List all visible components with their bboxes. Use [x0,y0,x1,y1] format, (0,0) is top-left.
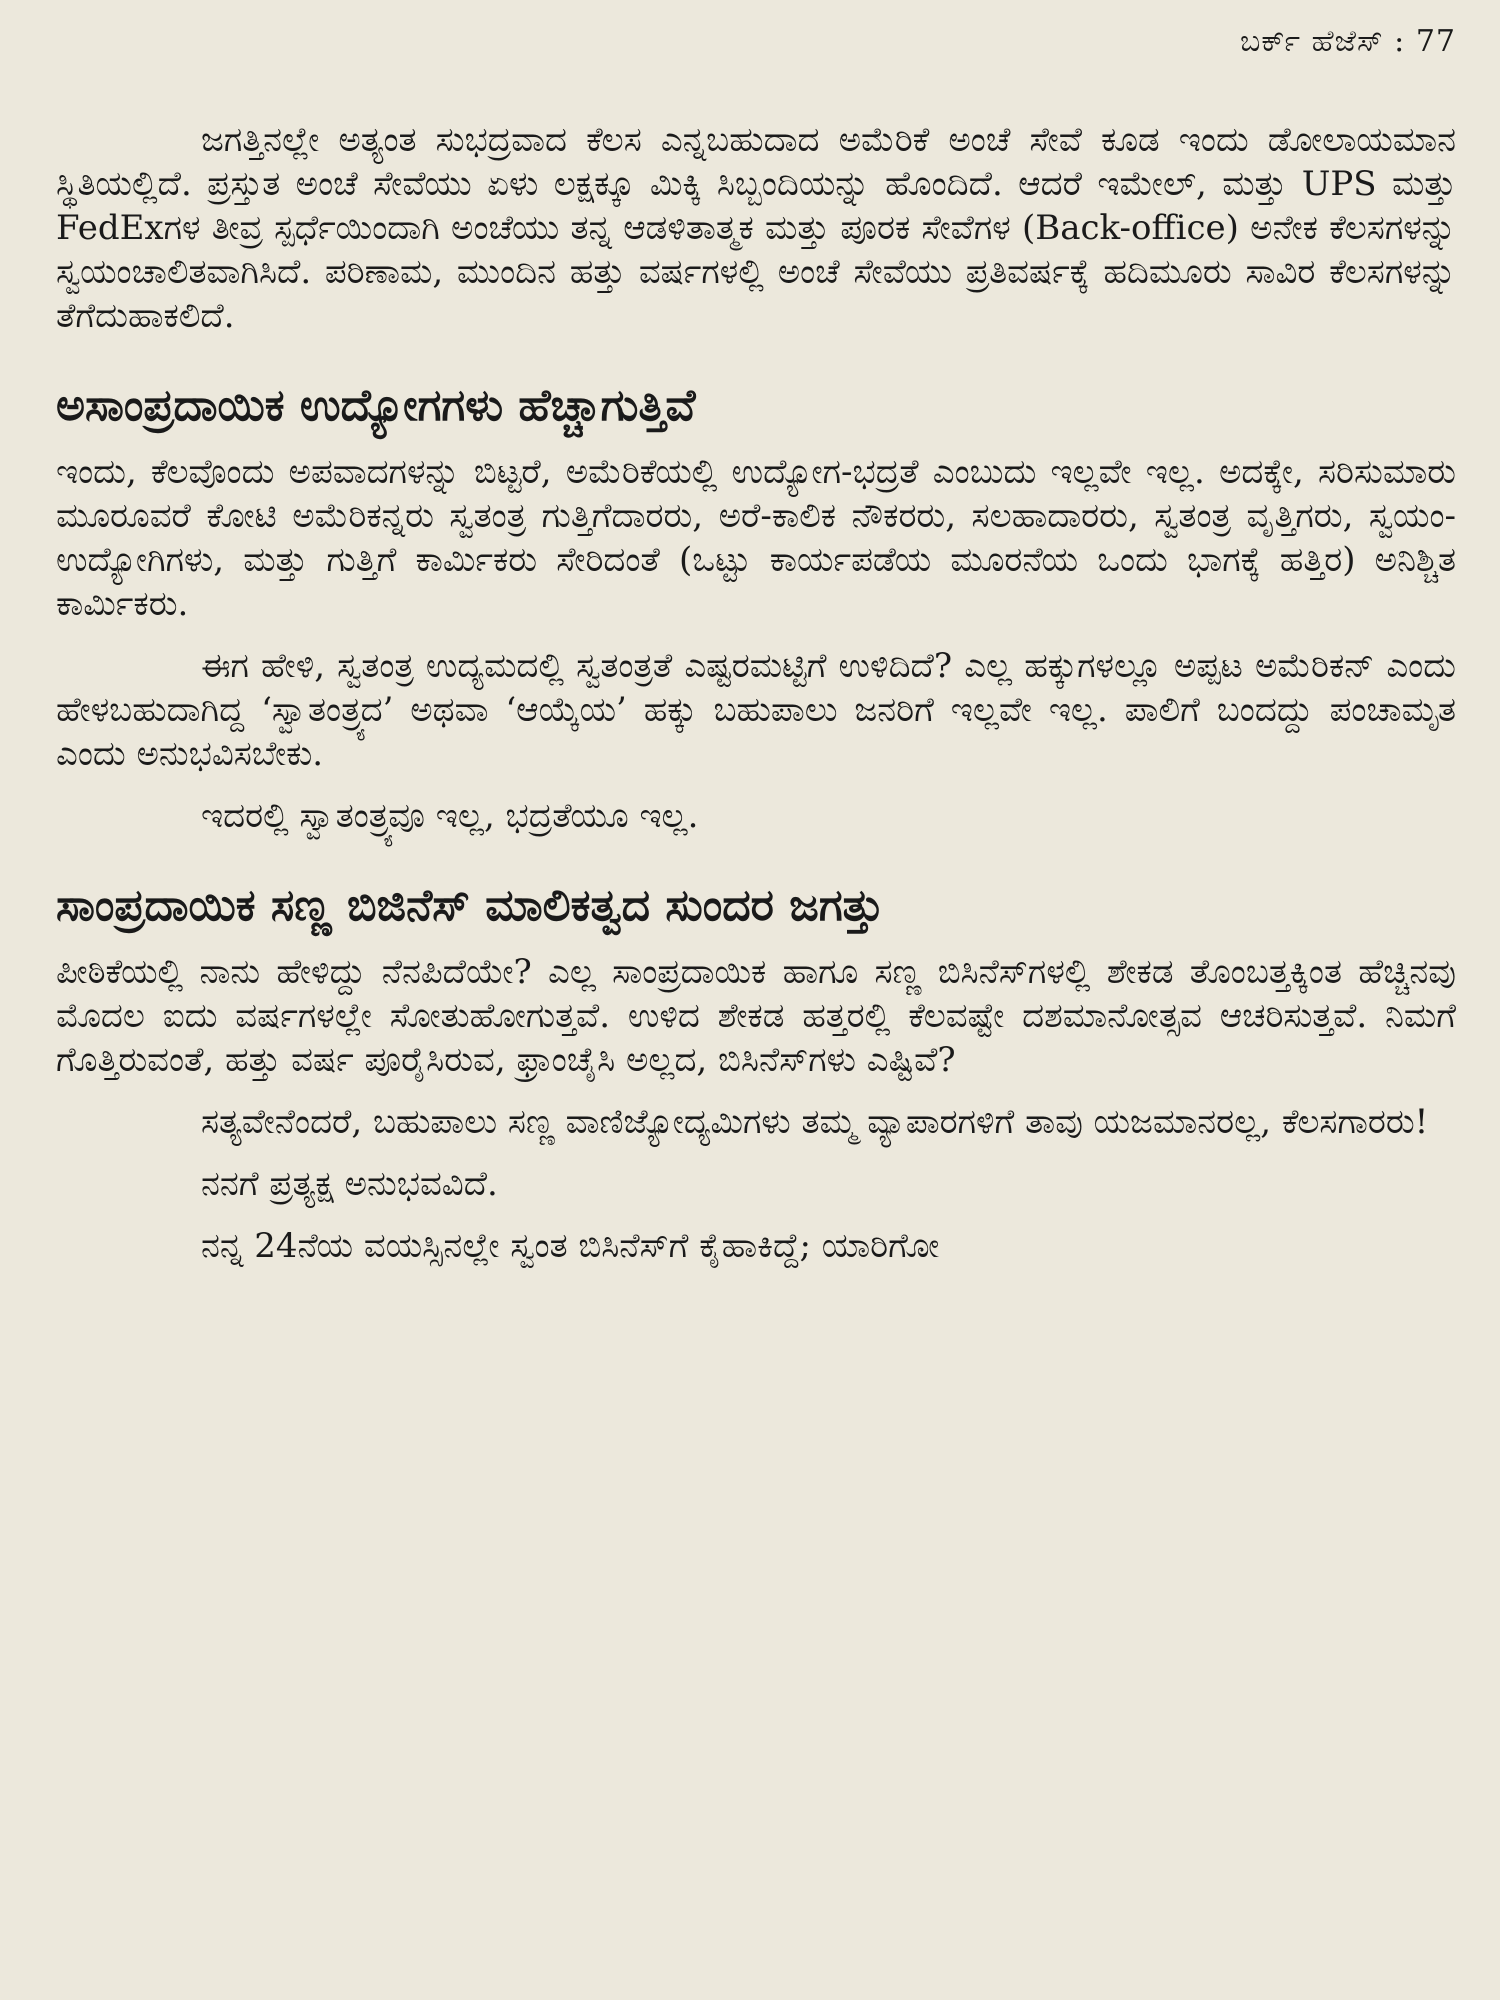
page-body [56,118,1456,1286]
section-heading: ಅಸಾಂಪ್ರದಾಯಿಕ ಉದ್ಯೋಗಗಳು ಹೆಚ್ಚಾಗುತ್ತಿವೆ [56,380,696,431]
paragraph: ಸತ್ಯವೇನೆಂದರೆ, ಬಹುಪಾಲು ಸಣ್ಣ ವಾಣಿಜ್ಯೋದ್ಯಮಿಗಳು ತಮ್ಮ ವ್ಯಾಪಾರಗಳಿಗೆ ತಾವು ಯಜಮಾನರಲ್ಲ, ಕೆಲಸಗಾರರು! [201,1102,1429,1142]
paragraph: ಇದರಲ್ಲಿ ಸ್ವಾತಂತ್ರ್ಯವೂ ಇಲ್ಲ, ಭದ್ರತೆಯೂ ಇಲ್ಲ. [201,796,699,836]
paragraph: ನನ್ನ 24ನೆಯ ವಯಸ್ಸಿನಲ್ಲೇ ಸ್ವಂತ ಬಿಸಿನೆಸ್‌ಗೆ ಕೈಹಾಕಿದ್ದೆ; ಯಾರಿಗೋ [201,1226,940,1266]
paragraph: ಇಂದು, ಕೆಲವೊಂದು ಅಪವಾದಗಳನ್ನು ಬಿಟ್ಟರೆ, ಅಮೆರಿಕೆಯಲ್ಲಿ ಉದ್ಯೋಗ-ಭದ್ರತೆ ಎಂಬುದು ಇಲ್ಲವೇ ಇಲ್ಲ. ಅದಕ್ಕೇ, ಸರಿಸುಮಾರು ಮೂರೂವರೆ ಕೋಟಿ ಅಮೆರಿಕನ್ನರು ಸ್ವತಂತ್ರ ಗುತ್ತಿಗೆದಾರರು, ಅರೆ-ಕಾಲಿಕ ನೌಕರರು, ಸಲಹಾದಾರರು, ಸ್ವತಂತ್ರ ವೃತ್ತಿಗರು, ಸ್ವಯಂ-ಉದ್ಯೋಗಿಗಳು, ಮತ್ತು ಗುತ್ತಿಗೆ ಕಾರ್ಮಿಕರು ಸೇರಿದಂತೆ (ಒಟ್ಟು ಕಾರ್ಯಪಡೆಯ ಮೂರನೆಯ ಒಂದು ಭಾಗಕ್ಕೆ ಹತ್ತಿರ) ಅನಿಶ್ಚಿತ ಕಾರ್ಮಿಕರು. [56,452,1456,624]
paragraph: ನನಗೆ ಪ್ರತ್ಯಕ್ಷ ಅನುಭವವಿದೆ. [201,1164,498,1204]
paragraph: ಪೀಠಿಕೆಯಲ್ಲಿ ನಾನು ಹೇಳಿದ್ದು ನೆನಪಿದೆಯೇ? ಎಲ್ಲ ಸಾಂಪ್ರದಾಯಿಕ ಹಾಗೂ ಸಣ್ಣ ಬಿಸಿನೆಸ್‌ಗಳಲ್ಲಿ ಶೇಕಡ ತೊಂಬತ್ತಕ್ಕಿಂತ ಹೆಚ್ಚಿನವು ಮೊದಲ ಐದು ವರ್ಷಗಳಲ್ಲೇ ಸೋತುಹೋಗುತ್ತವೆ. ಉಳಿದ ಶೇಕಡ ಹತ್ತರಲ್ಲಿ ಕೆಲವಷ್ಟೇ ದಶಮಾನೋತ್ಸವ ಆಚರಿಸುತ್ತವೆ. ನಿಮಗೆ ಗೊತ್ತಿರುವಂತೆ, ಹತ್ತು ವರ್ಷ ಪೂರೈಸಿರುವ, ಫ್ರಾಂಚೈಸಿ ಅಲ್ಲದ, ಬಿಸಿನೆಸ್‌ಗಳು ಎಷ್ಟಿವೆ? [56,952,1456,1080]
paragraph: ಜಗತ್ತಿನಲ್ಲೇ ಅತ್ಯಂತ ಸುಭದ್ರವಾದ ಕೆಲಸ ಎನ್ನಬಹುದಾದ ಅಮೆರಿಕೆ ಅಂಚೆ ಸೇವೆ ಕೂಡ ಇಂದು ಡೋಲಾಯಮಾನ ಸ್ಥಿತಿಯಲ್ಲಿದೆ. ಪ್ರಸ್ತುತ ಅಂಚೆ ಸೇವೆಯು ಏಳು ಲಕ್ಷಕ್ಕೂ ಮಿಕ್ಕಿ ಸಿಬ್ಬಂದಿಯನ್ನು ಹೊಂದಿದೆ. ಆದರೆ ಇಮೇಲ್, ಮತ್ತು UPS ಮತ್ತು FedExಗಳ ತೀವ್ರ ಸ್ಪರ್ಧೆಯಿಂದಾಗಿ ಅಂಚೆಯು ತನ್ನ ಆಡಳಿತಾತ್ಮಕ ಮತ್ತು ಪೂರಕ ಸೇವೆಗಳ (Back-office) ಅನೇಕ ಕೆಲಸಗಳನ್ನು ಸ್ವಯಂಚಾಲಿತವಾಗಿಸಿದೆ. ಪರಿಣಾಮ, ಮುಂದಿನ ಹತ್ತು ವರ್ಷಗಳಲ್ಲಿ ಅಂಚೆ ಸೇವೆಯು ಪ್ರತಿವರ್ಷಕ್ಕೆ ಹದಿಮೂರು ಸಾವಿರ ಕೆಲಸಗಳನ್ನು ತೆಗೆದುಹಾಕಲಿದೆ. [56,120,1456,336]
paragraph: ಈಗ ಹೇಳಿ, ಸ್ವತಂತ್ರ ಉದ್ಯಮದಲ್ಲಿ ಸ್ವತಂತ್ರತೆ ಎಷ್ಟರಮಟ್ಟಿಗೆ ಉಳಿದಿದೆ? ಎಲ್ಲ ಹಕ್ಕುಗಳಲ್ಲೂ ಅಪ್ಪಟ ಅಮೆರಿಕನ್ ಎಂದು ಹೇಳಬಹುದಾಗಿದ್ದ ‘ಸ್ವಾತಂತ್ರ್ಯದ’ ಅಥವಾ ‘ಆಯ್ಕೆಯ’ ಹಕ್ಕು ಬಹುಪಾಲು ಜನರಿಗೆ ಇಲ್ಲವೇ ಇಲ್ಲ. ಪಾಲಿಗೆ ಬಂದದ್ದು ಪಂಚಾಮೃತ ಎಂದು ಅನುಭವಿಸಬೇಕು. [56,646,1456,774]
section-heading: ಸಾಂಪ್ರದಾಯಿಕ ಸಣ್ಣ ಬಿಜಿನೆಸ್ ಮಾಲಿಕತ್ವದ ಸುಂದರ ಜಗತ್ತು [56,880,884,931]
running-head: ಬರ್ಕ್ ಹೆಜೆಸ್ : 77 [1240,24,1456,59]
